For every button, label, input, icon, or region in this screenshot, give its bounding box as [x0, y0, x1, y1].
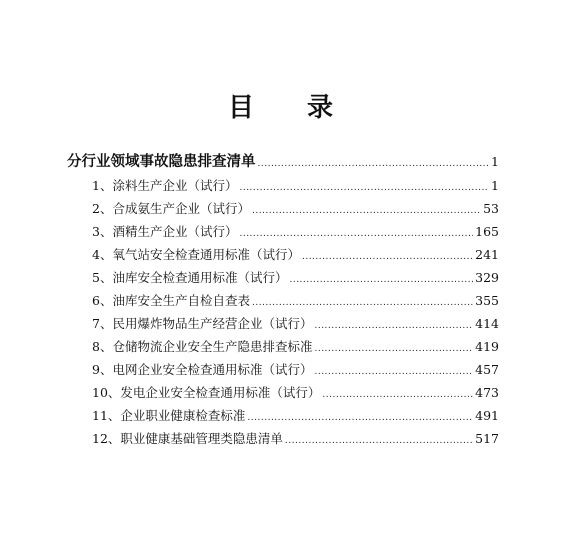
toc-entry-page: 517 [475, 431, 499, 446]
toc-section-label: 分行业领域事故隐患排查清单 [67, 153, 256, 170]
toc-entry-8[interactable] [92, 337, 499, 357]
toc-entry-page: 491 [475, 408, 499, 423]
toc-entry-page: 241 [475, 247, 499, 262]
toc-leader [239, 229, 473, 239]
toc-leader [314, 344, 473, 354]
toc-leader [239, 183, 489, 193]
toc-leader [314, 321, 473, 331]
toc-section-heading[interactable] [67, 150, 499, 172]
toc-entry-page: 419 [475, 339, 499, 354]
toc-entry-12[interactable] [92, 429, 499, 449]
toc-entry-label: 11、企业职业健康检查标准 [92, 408, 246, 423]
toc-leader [322, 390, 473, 400]
toc-entry-label: 3、酒精生产企业（试行） [92, 224, 238, 239]
toc-leader [252, 298, 473, 308]
toc-entry-label: 9、电网企业安全检查通用标准（试行） [92, 362, 313, 377]
toc-entry-page: 414 [475, 316, 499, 331]
toc-entry-4[interactable] [92, 245, 499, 265]
toc-entry-11[interactable] [92, 406, 499, 426]
toc-entry-label: 4、氧气站安全检查通用标准（试行） [92, 247, 300, 262]
toc-section-page: 1 [491, 154, 499, 169]
toc-leader [258, 159, 490, 169]
toc-entry-5[interactable] [92, 268, 499, 288]
toc-entry-10[interactable] [92, 383, 499, 403]
toc-entry-label: 1、涂料生产企业（试行） [92, 178, 238, 193]
toc-leader [289, 275, 473, 285]
toc-entry-page: 1 [491, 178, 499, 193]
toc-leader [302, 252, 473, 262]
toc-entry-label: 10、发电企业安全检查通用标准（试行） [92, 385, 321, 400]
toc-leader [247, 413, 473, 423]
toc-entry-label: 5、油库安全检查通用标准（试行） [92, 270, 288, 285]
toc-entry-label: 6、油库安全生产自检自查表 [92, 293, 250, 308]
toc-entry-page: 473 [475, 385, 499, 400]
toc-entry-2[interactable] [92, 199, 499, 219]
toc-entry-page: 457 [475, 362, 499, 377]
toc-entry-label: 12、职业健康基础管理类隐患清单 [92, 431, 283, 446]
toc-entry-9[interactable] [92, 360, 499, 380]
toc-leader [285, 436, 473, 446]
toc-entry-label: 2、合成氨生产企业（试行） [92, 201, 250, 216]
toc-leader [314, 367, 473, 377]
page-title: 目 录 [227, 93, 356, 123]
toc-entry-page: 165 [475, 224, 499, 239]
toc-entry-7[interactable] [92, 314, 499, 334]
toc-leader [252, 206, 481, 216]
toc-entry-6[interactable] [92, 291, 499, 311]
toc-entry-1[interactable] [92, 176, 499, 196]
toc-entry-page: 53 [483, 201, 499, 216]
toc-entry-page: 355 [475, 293, 499, 308]
toc-entry-label: 7、民用爆炸物品生产经营企业（试行） [92, 316, 313, 331]
toc-entry-page: 329 [475, 270, 499, 285]
toc-entry-3[interactable] [92, 222, 499, 242]
toc-entry-label: 8、仓储物流企业安全生产隐患排查标准 [92, 339, 313, 354]
